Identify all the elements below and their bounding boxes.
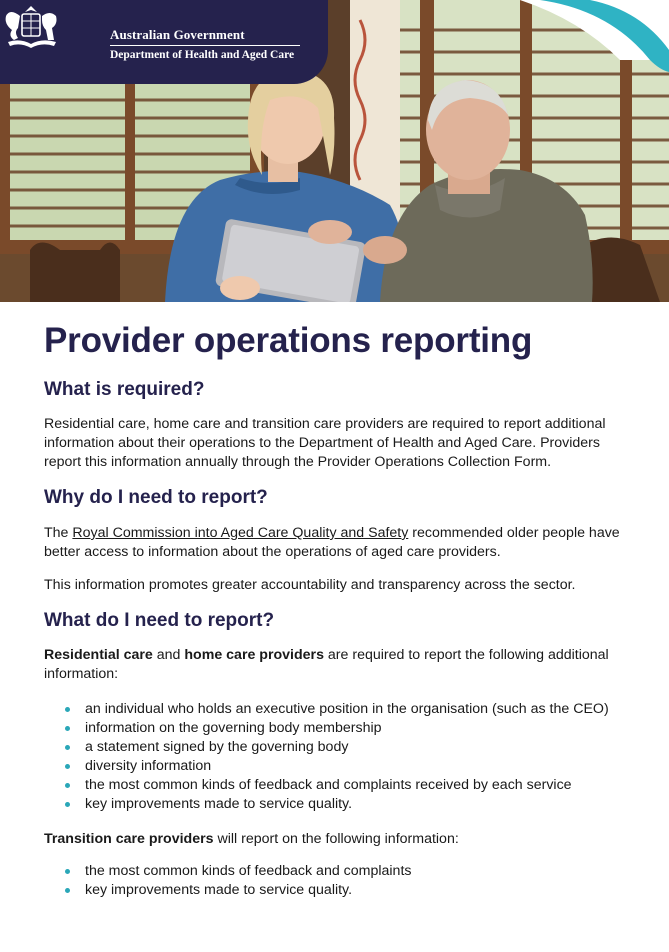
list-item (44, 776, 634, 795)
bold-text: Residential care (44, 647, 153, 663)
list-item-text: an individual who holds an executive position in the organisation (such as the CEO) (85, 701, 609, 717)
bullet-icon (65, 707, 70, 712)
list-item (44, 700, 634, 719)
bullet-icon (65, 726, 70, 731)
transition-requirements-list (44, 862, 634, 900)
list-item (44, 881, 634, 900)
paragraph-royal-commission (44, 524, 634, 562)
heading-why-report: Why do I need to report? (44, 487, 268, 508)
paragraph-text: recommended older people have better access to information about the operations of aged care providers. (44, 525, 620, 560)
banner-divider (110, 45, 300, 46)
paragraph-text: are required to report the following additional information: (44, 647, 609, 682)
list-item (44, 862, 634, 881)
list-item (44, 719, 634, 738)
list-item-text: a statement signed by the governing body (85, 739, 349, 755)
paragraph-text: The (44, 525, 73, 541)
coat-of-arms-icon (0, 0, 62, 50)
list-item-text: diversity information (85, 758, 212, 774)
bullet-icon (65, 745, 70, 750)
page-title: Provider operations reporting (44, 321, 533, 360)
paragraph-accountability: This information promotes greater accountability and transparency across the sector. (44, 577, 576, 593)
paragraph-what-is-required: Residential care, home care and transition care providers are required to report additional information about their operations to the Department of Health and Aged Care. Providers report this information annually through the Provider Operations Collection Form. (44, 416, 606, 470)
list-item (44, 738, 634, 757)
royal-commission-link[interactable]: Royal Commission into Aged Care Quality and Safety (72, 525, 409, 541)
heading-what-is-required: What is required? (44, 379, 205, 400)
government-banner (0, 0, 328, 84)
list-item (44, 757, 634, 776)
bullet-icon (65, 783, 70, 788)
list-item-text: key improvements made to service quality. (85, 796, 353, 812)
heading-what-to-report: What do I need to report? (44, 610, 275, 631)
government-name: Australian Government (110, 27, 245, 42)
hero-photo (0, 0, 669, 302)
bullet-icon (65, 888, 70, 893)
list-item (44, 795, 634, 814)
paragraph-text: and (152, 647, 185, 663)
bullet-icon (65, 802, 70, 807)
paragraph-text: will report on the following information: (213, 831, 459, 847)
bullet-icon (65, 764, 70, 769)
bullet-icon (65, 869, 70, 874)
department-name: Department of Health and Aged Care (110, 49, 295, 61)
residential-requirements-list (44, 700, 634, 814)
list-item-text: the most common kinds of feedback and complaints (85, 863, 412, 879)
list-item-text: the most common kinds of feedback and complaints received by each service (85, 777, 572, 793)
paragraph-residential-intro (44, 646, 634, 684)
bold-text: Transition care providers (44, 831, 214, 847)
paragraph-transition-intro (44, 830, 634, 849)
document-body (44, 318, 634, 900)
bold-text: home care providers (184, 647, 324, 663)
list-item-text: information on the governing body membership (85, 720, 382, 736)
list-item-text: key improvements made to service quality. (85, 882, 353, 898)
